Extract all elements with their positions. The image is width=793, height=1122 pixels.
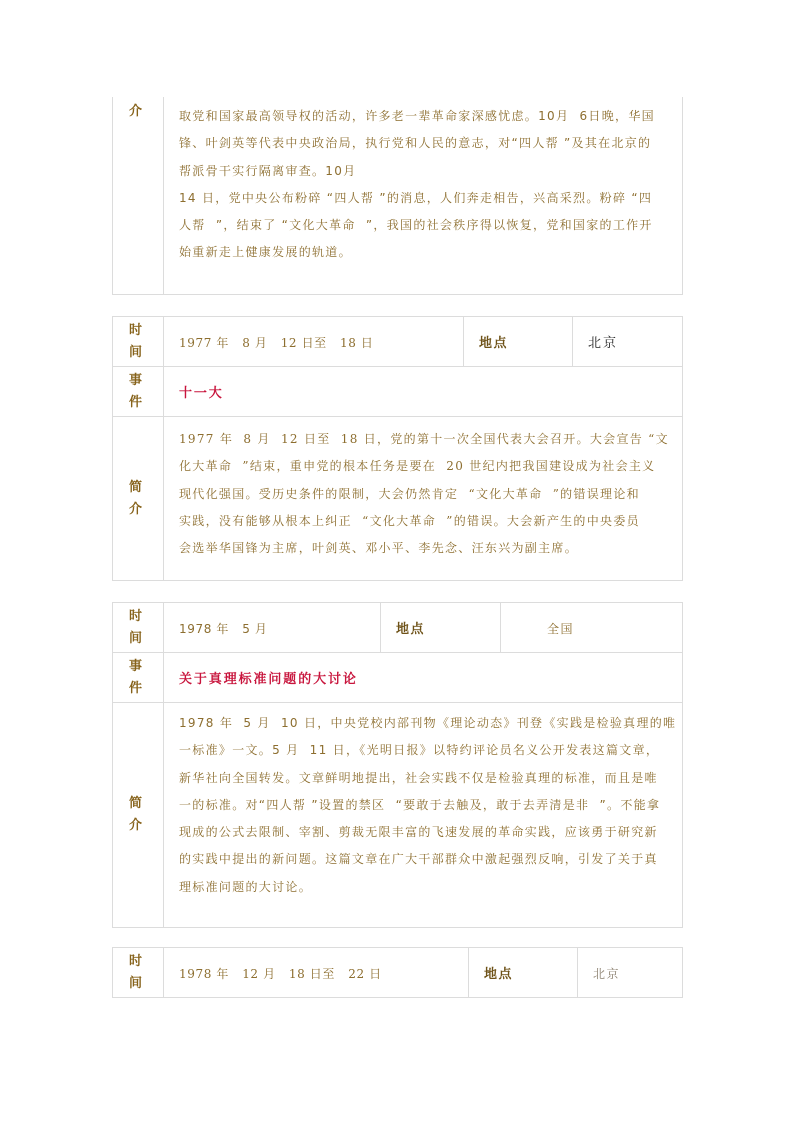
intro-line: 14 日，党中央公布粉碎 “四人帮 ”的消息，人们奔走相告，兴高采烈。粉碎 “四 xyxy=(179,190,653,205)
place-label-cell xyxy=(464,317,573,367)
intro-line: 理标准问题的大讨论。 xyxy=(179,879,313,894)
time-label: 时间 xyxy=(129,322,143,360)
place-cell xyxy=(573,317,683,367)
event-label: 事件 xyxy=(129,658,143,696)
place-value: 北京 xyxy=(593,967,621,981)
intro-line: 帮派骨干实行隔离审查。10月 xyxy=(179,163,357,178)
intro-line: 的实践中提出的新问题。这篇文章在广大干部群众中激起强烈反响，引发了关于真 xyxy=(179,852,658,867)
intro-line: 一的标准。对“四人帮 ”设置的禁区 “要敢于去触及，敢于去弄清是非 ”。不能拿 xyxy=(179,797,661,812)
place-label: 地点 xyxy=(396,622,426,637)
intro-text-cell xyxy=(164,703,683,928)
intro-line: 现代化强国。受历史条件的限制，大会仍然肯定 “文化大革命 ”的错误理论和 xyxy=(179,486,640,501)
intro-line: 人帮 ”，结束了 “文化大革命 ”，我国的社会秩序得以恢复，党和国家的工作开 xyxy=(179,218,653,232)
intro-text xyxy=(179,417,682,562)
event-table-continued xyxy=(112,97,683,295)
time-label: 时间 xyxy=(129,608,143,646)
time-cell xyxy=(164,317,464,367)
place-value: 全国 xyxy=(547,622,575,636)
intro-text xyxy=(179,97,682,267)
time-cell xyxy=(164,603,381,653)
intro-label: 简介 xyxy=(129,479,143,517)
intro-line: 会选举华国锋为主席，叶剑英、邓小平、李先念、汪东兴为副主席。 xyxy=(179,541,579,555)
intro-line: 取党和国家最高领导权的活动，许多老一辈革命家深感忧虑。10月 6日晚，华国 xyxy=(179,109,655,123)
time-value: 1977 年 8 月 12 日至 18 日 xyxy=(179,336,374,350)
event-row xyxy=(113,367,683,417)
place-value: 北京 xyxy=(588,336,619,351)
place-cell xyxy=(501,603,683,653)
place-cell xyxy=(578,948,683,998)
intro-text-cell xyxy=(164,417,683,581)
event-cell xyxy=(164,367,683,417)
intro-label-cell xyxy=(113,417,164,581)
time-place-row xyxy=(113,603,683,653)
event-title: 十一大 xyxy=(179,386,224,401)
time-value: 1978 年 5 月 xyxy=(179,622,268,636)
time-place-row xyxy=(113,317,683,367)
time-place-row xyxy=(113,948,683,998)
intro-label-cell xyxy=(113,703,164,928)
event-title: 关于真理标准问题的大讨论 xyxy=(179,672,358,687)
time-label: 时间 xyxy=(129,953,143,991)
place-label: 地点 xyxy=(479,336,509,351)
time-label-cell xyxy=(113,603,164,653)
intro-label: 介 xyxy=(129,104,143,119)
intro-text-cell xyxy=(164,97,683,295)
intro-line: 1977 年 8 月 12 日至 18 日，党的第十一次全国代表大会召开。大会宣告 “文 xyxy=(179,432,669,446)
intro-line: 化大革命 ”结束，重申党的根本任务是要在 20 世纪内把我国建设成为社会主义 xyxy=(179,459,656,474)
event-label-cell xyxy=(113,653,164,703)
intro-line: 一标准》一文。5 月 11 日，《光明日报》以特约评论员名义公开发表这篇文章， xyxy=(179,743,660,758)
intro-label-cell xyxy=(113,97,164,295)
event-table-1978-may xyxy=(112,602,683,928)
event-row xyxy=(113,653,683,703)
intro-row xyxy=(113,97,683,295)
intro-line: 始重新走上健康发展的轨道。 xyxy=(179,245,352,260)
intro-line: 现成的公式去限制、宰割、剪裁无限丰富的飞速发展的革命实践，应该勇于研究新 xyxy=(179,825,658,839)
intro-text xyxy=(179,703,682,901)
intro-label: 简介 xyxy=(129,796,143,833)
place-label-cell xyxy=(469,948,578,998)
time-value: 1978 年 12 月 18 日至 22 日 xyxy=(179,967,382,981)
place-label-cell xyxy=(381,603,501,653)
event-table-1978-dec xyxy=(112,947,683,998)
intro-row xyxy=(113,417,683,581)
intro-row xyxy=(113,703,683,928)
time-cell xyxy=(164,948,469,998)
time-label-cell xyxy=(113,948,164,998)
event-cell xyxy=(164,653,683,703)
event-label: 事件 xyxy=(129,372,143,410)
event-label-cell xyxy=(113,367,164,417)
intro-line: 实践，没有能够从根本上纠正 “文化大革命 ”的错误。大会新产生的中央委员 xyxy=(179,513,640,528)
place-label: 地点 xyxy=(484,967,514,982)
event-table-1977 xyxy=(112,316,683,581)
time-label-cell xyxy=(113,317,164,367)
intro-line: 新华社向全国转发。文章鲜明地提出，社会实践不仅是检验真理的标准，而且是唯 xyxy=(179,770,658,785)
intro-line: 锋、叶剑英等代表中央政治局，执行党和人民的意志，对“四人帮 ”及其在北京的 xyxy=(179,136,652,151)
intro-line: 1978 年 5 月 10 日，中央党校内部刊物《理论动态》刊登《实践是检验真理的唯 xyxy=(179,716,677,730)
